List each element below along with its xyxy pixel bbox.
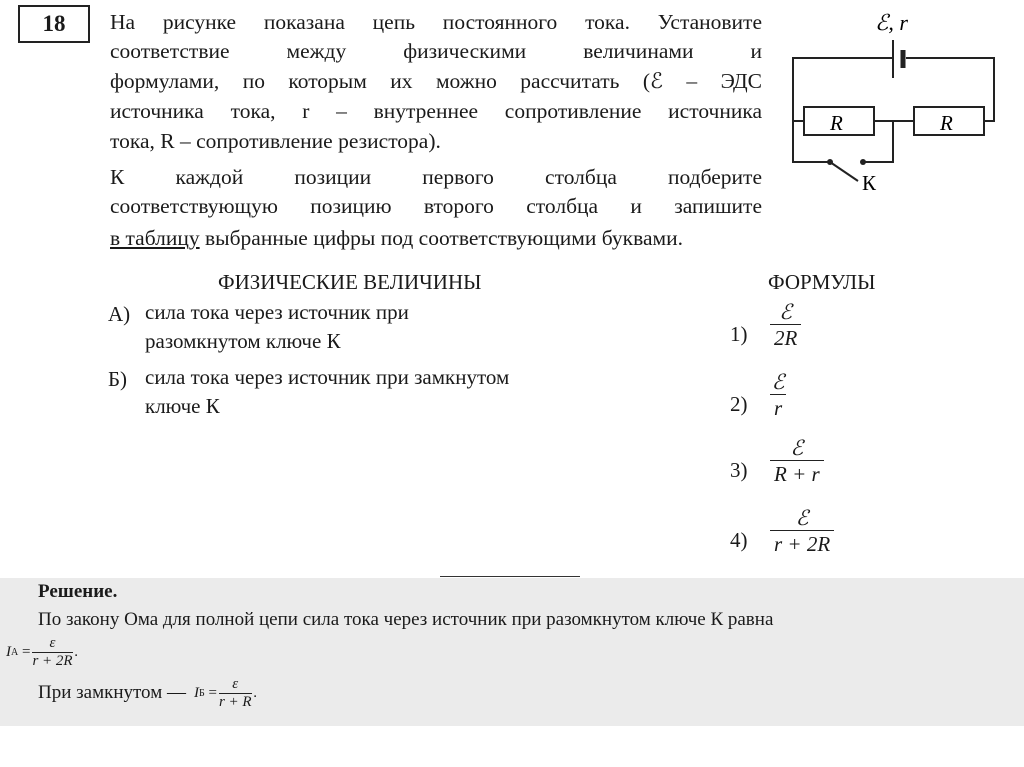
denominator: 2R (774, 326, 798, 350)
numerator: ε (232, 675, 239, 692)
numerator: ℰ (790, 436, 804, 460)
formula-1 (770, 300, 801, 351)
quantity-label: Б) (108, 367, 128, 391)
numerator: ℰ (795, 506, 809, 530)
right-column-heading: ФОРМУЛЫ (768, 270, 876, 294)
switch-label: К (862, 171, 877, 195)
formula-label: 2) (730, 392, 748, 416)
text: А (11, 646, 19, 658)
left-column-heading: ФИЗИЧЕСКИЕ ВЕЛИЧИНЫ (218, 270, 482, 294)
text: I (193, 684, 199, 701)
source-label: ℰ, r (875, 10, 908, 35)
resistor-label: R (830, 111, 843, 135)
solution-panel (0, 578, 1024, 726)
task-text-line: соответствующую позицию второго столбца и запишите (110, 194, 762, 218)
denominator: r + 2R (32, 652, 73, 669)
task-text-line: формулами, по которым их можно рассчитать (ℰ – ЭДС (110, 69, 762, 93)
solution-formula-1 (6, 632, 1024, 672)
numerator: ℰ (771, 370, 785, 394)
text: Б (198, 687, 205, 699)
task-number: 18 (18, 5, 90, 43)
text: выбранные цифры под соответствующими буквами. (199, 226, 683, 250)
numerator: ℰ (779, 300, 793, 324)
task-text-line: тока, R – сопротивление резистора). (110, 129, 441, 153)
text: сила тока через источник при замкнутом (145, 365, 510, 389)
task-text-line (110, 224, 683, 252)
text: I (6, 643, 11, 660)
text: разомкнутом ключе К (145, 329, 341, 353)
formula-label: 3) (730, 458, 748, 482)
text: = (208, 684, 217, 701)
text: = (21, 643, 31, 660)
text: . (74, 643, 79, 660)
underlined-text: в таблицу (110, 226, 200, 250)
switch-contact (860, 159, 866, 165)
quantity-label: А) (108, 302, 131, 326)
formula-label: 1) (730, 322, 748, 346)
task-text-line: источника тока, r – внутреннее сопротивление источника (110, 99, 762, 123)
quantity-text (145, 363, 509, 421)
denominator: R + r (774, 462, 820, 486)
divider (440, 576, 580, 577)
quantity-text (145, 298, 409, 356)
formula-3 (770, 436, 824, 487)
text: . (253, 684, 258, 701)
task-text-line: К каждой позиции первого столбца подберите (110, 165, 762, 189)
numerator: ε (49, 634, 56, 651)
solution-text: По закону Ома для полной цепи сила тока через источник при разомкнутом ключе К равна (38, 609, 774, 630)
resistor-label: R (940, 111, 953, 135)
text: сила тока через источник при (145, 300, 409, 324)
denominator: r (774, 396, 783, 420)
text: ключе К (145, 394, 220, 418)
task-text-line: На рисунке показана цепь постоянного тока. Установите (110, 10, 762, 34)
denominator: r + R (218, 693, 252, 710)
circuit-diagram (780, 0, 1024, 200)
task-text-line: соответствие между физическими величинами и (110, 39, 762, 63)
solution-line-2 (38, 672, 1024, 714)
solution-formula-2 (194, 676, 257, 711)
denominator: r + 2R (774, 532, 831, 556)
solution-title: Решение. (38, 581, 118, 602)
solution-text: При замкнутом — (38, 682, 186, 703)
formula-label: 4) (730, 528, 748, 552)
formula-2 (770, 370, 786, 421)
switch-contact (827, 159, 833, 165)
formula-4 (770, 506, 834, 557)
